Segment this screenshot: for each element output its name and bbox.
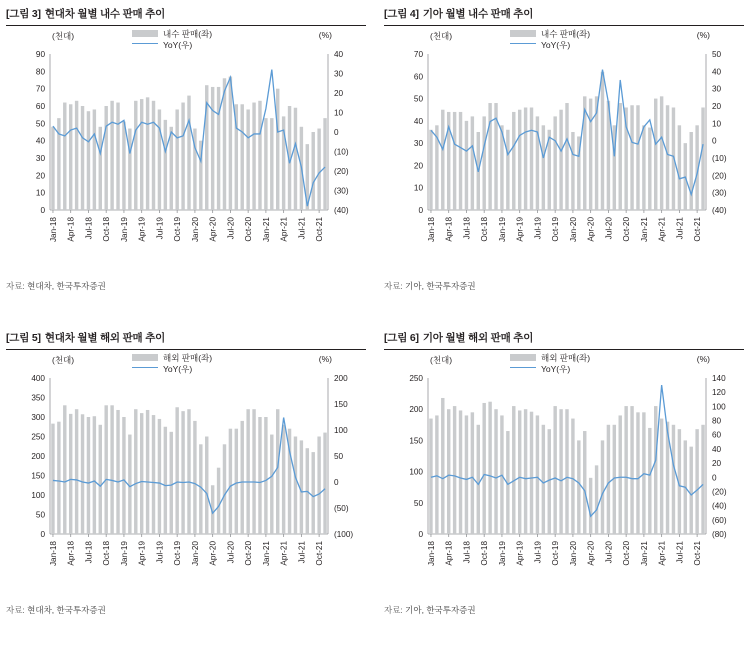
chart-legend bbox=[510, 28, 590, 50]
legend-item-bar bbox=[132, 352, 212, 363]
chart-fig3 bbox=[6, 28, 366, 276]
svg-text:400: 400 bbox=[31, 374, 45, 383]
svg-text:150: 150 bbox=[31, 471, 45, 481]
legend-line-swatch bbox=[510, 367, 536, 368]
source-note-fig4 bbox=[384, 280, 744, 292]
svg-text:20: 20 bbox=[712, 102, 722, 111]
left-axis-unit: (천대) bbox=[52, 355, 75, 365]
legend-line-swatch bbox=[132, 43, 158, 44]
svg-text:40: 40 bbox=[712, 67, 722, 77]
legend-line-swatch bbox=[510, 43, 536, 44]
svg-text:10: 10 bbox=[35, 188, 45, 198]
svg-text:Jul-18: Jul-18 bbox=[84, 541, 94, 564]
svg-text:140: 140 bbox=[712, 374, 726, 383]
svg-text:Apr-20: Apr-20 bbox=[208, 541, 218, 566]
chart-legend bbox=[132, 28, 212, 50]
svg-text:Jul-20: Jul-20 bbox=[604, 541, 614, 564]
svg-text:Apr-19: Apr-19 bbox=[137, 541, 147, 566]
legend-line-swatch bbox=[132, 367, 158, 368]
svg-text:Jan-20: Jan-20 bbox=[568, 217, 578, 243]
figure-tag: [그림 3] bbox=[6, 8, 41, 20]
svg-text:Apr-19: Apr-19 bbox=[515, 217, 525, 242]
svg-text:10: 10 bbox=[413, 183, 423, 193]
svg-text:30: 30 bbox=[413, 139, 423, 149]
svg-text:(100): (100) bbox=[334, 530, 354, 539]
svg-text:50: 50 bbox=[35, 510, 45, 520]
svg-text:20: 20 bbox=[334, 89, 344, 98]
svg-text:90: 90 bbox=[35, 50, 45, 59]
svg-text:20: 20 bbox=[413, 161, 423, 171]
svg-text:(30): (30) bbox=[334, 186, 349, 196]
legend-line-label: YoY(우) bbox=[541, 39, 571, 50]
chart-legend bbox=[510, 352, 590, 374]
svg-text:40: 40 bbox=[35, 136, 45, 146]
svg-text:Jul-19: Jul-19 bbox=[155, 541, 165, 564]
svg-text:60: 60 bbox=[35, 102, 45, 111]
legend-item-bar bbox=[510, 28, 590, 39]
right-axis-unit: (%) bbox=[696, 354, 710, 364]
svg-text:Jan-18: Jan-18 bbox=[49, 541, 58, 567]
svg-text:30: 30 bbox=[712, 84, 722, 94]
chart-svg-fig3 bbox=[6, 28, 366, 276]
figure-title-fig4 bbox=[384, 6, 744, 21]
figure-title-fig6 bbox=[384, 330, 744, 345]
legend-item-line bbox=[132, 39, 212, 50]
svg-text:(30): (30) bbox=[712, 188, 727, 198]
legend-bar-swatch bbox=[132, 354, 158, 361]
svg-text:Jan-20: Jan-20 bbox=[568, 541, 578, 567]
svg-text:Apr-18: Apr-18 bbox=[444, 541, 454, 566]
svg-text:Jul-19: Jul-19 bbox=[533, 217, 543, 240]
svg-text:(60): (60) bbox=[712, 515, 727, 525]
source-label: 자료: bbox=[384, 281, 403, 291]
svg-text:(50): (50) bbox=[334, 504, 349, 513]
svg-text:60: 60 bbox=[712, 430, 722, 440]
svg-text:40: 40 bbox=[712, 444, 722, 454]
source-note-fig6 bbox=[384, 604, 744, 616]
svg-text:50: 50 bbox=[413, 94, 423, 104]
source-text: 현대차, 한국투자증권 bbox=[27, 281, 106, 291]
svg-text:Apr-21: Apr-21 bbox=[279, 541, 289, 566]
source-text: 기아, 한국투자증권 bbox=[405, 605, 476, 615]
svg-text:Oct-21: Oct-21 bbox=[693, 541, 703, 566]
svg-text:0: 0 bbox=[418, 206, 423, 215]
source-text: 기아, 한국투자증권 bbox=[405, 281, 476, 291]
svg-text:Apr-20: Apr-20 bbox=[586, 541, 596, 566]
svg-text:0: 0 bbox=[418, 530, 423, 539]
title-divider bbox=[6, 349, 366, 350]
svg-text:Jan-19: Jan-19 bbox=[119, 217, 129, 243]
svg-text:0: 0 bbox=[712, 136, 717, 146]
svg-text:100: 100 bbox=[334, 426, 348, 435]
svg-text:40: 40 bbox=[413, 116, 423, 126]
legend-bar-label: 해외 판매(좌) bbox=[541, 352, 591, 363]
svg-text:Apr-18: Apr-18 bbox=[66, 217, 76, 242]
svg-text:50: 50 bbox=[35, 119, 45, 129]
left-axis-unit: (천대) bbox=[52, 31, 75, 41]
svg-text:50: 50 bbox=[334, 452, 344, 461]
svg-text:Jul-18: Jul-18 bbox=[462, 541, 472, 564]
svg-text:Jul-21: Jul-21 bbox=[675, 217, 685, 240]
source-text: 현대차, 한국투자증권 bbox=[27, 605, 106, 615]
svg-text:Apr-20: Apr-20 bbox=[208, 217, 218, 242]
source-note-fig5 bbox=[6, 604, 366, 616]
svg-text:350: 350 bbox=[31, 393, 45, 403]
svg-text:Jul-19: Jul-19 bbox=[155, 217, 165, 240]
svg-text:Oct-21: Oct-21 bbox=[693, 217, 703, 242]
svg-text:Apr-21: Apr-21 bbox=[657, 541, 667, 566]
svg-text:250: 250 bbox=[31, 432, 45, 442]
svg-text:120: 120 bbox=[712, 388, 726, 398]
svg-text:Oct-18: Oct-18 bbox=[102, 541, 112, 566]
svg-text:Oct-19: Oct-19 bbox=[551, 541, 561, 566]
svg-text:(10): (10) bbox=[712, 154, 727, 163]
svg-text:(20): (20) bbox=[712, 487, 727, 497]
svg-text:Apr-21: Apr-21 bbox=[657, 217, 667, 242]
svg-text:Jul-21: Jul-21 bbox=[675, 541, 685, 564]
svg-text:Oct-19: Oct-19 bbox=[173, 541, 183, 566]
svg-text:Jul-21: Jul-21 bbox=[297, 541, 307, 564]
legend-bar-swatch bbox=[510, 30, 536, 37]
svg-text:Jul-18: Jul-18 bbox=[462, 217, 472, 240]
svg-text:Jan-21: Jan-21 bbox=[639, 541, 649, 567]
figure-tag: [그림 6] bbox=[384, 332, 419, 344]
svg-text:(20): (20) bbox=[334, 167, 349, 176]
svg-text:50: 50 bbox=[712, 50, 722, 59]
svg-text:150: 150 bbox=[334, 400, 348, 409]
svg-text:Jan-21: Jan-21 bbox=[261, 217, 271, 243]
svg-text:(40): (40) bbox=[712, 206, 727, 215]
svg-text:Oct-18: Oct-18 bbox=[102, 217, 112, 242]
legend-item-bar bbox=[132, 28, 212, 39]
legend-bar-label: 내수 판매(좌) bbox=[163, 28, 213, 39]
svg-text:Jul-19: Jul-19 bbox=[533, 541, 543, 564]
svg-text:30: 30 bbox=[334, 69, 344, 79]
legend-item-line bbox=[510, 39, 590, 50]
svg-text:10: 10 bbox=[334, 108, 344, 118]
legend-bar-label: 해외 판매(좌) bbox=[163, 352, 213, 363]
legend-bar-swatch bbox=[132, 30, 158, 37]
figure-title-text: 현대차 월별 내수 판매 추이 bbox=[44, 8, 166, 20]
legend-line-label: YoY(우) bbox=[163, 39, 193, 50]
source-label: 자료: bbox=[6, 605, 25, 615]
figure-title-fig3 bbox=[6, 6, 366, 21]
svg-text:Apr-18: Apr-18 bbox=[444, 217, 454, 242]
svg-text:Oct-19: Oct-19 bbox=[551, 217, 561, 242]
svg-text:Jan-21: Jan-21 bbox=[261, 541, 271, 567]
svg-text:Jul-21: Jul-21 bbox=[297, 217, 307, 240]
svg-text:250: 250 bbox=[409, 374, 423, 383]
svg-text:80: 80 bbox=[712, 416, 722, 426]
svg-text:100: 100 bbox=[712, 402, 726, 412]
figure-panel-fig5 bbox=[6, 330, 366, 640]
svg-text:150: 150 bbox=[409, 436, 423, 446]
figure-title-text: 기아 월별 해외 판매 추이 bbox=[422, 332, 534, 344]
svg-text:Oct-18: Oct-18 bbox=[480, 217, 490, 242]
svg-text:20: 20 bbox=[712, 459, 722, 469]
svg-text:100: 100 bbox=[31, 491, 45, 500]
svg-text:Jul-18: Jul-18 bbox=[84, 217, 94, 240]
svg-text:(40): (40) bbox=[712, 501, 727, 511]
svg-text:40: 40 bbox=[334, 50, 344, 59]
svg-text:0: 0 bbox=[334, 128, 339, 137]
svg-text:Jul-20: Jul-20 bbox=[604, 217, 614, 240]
svg-text:Apr-19: Apr-19 bbox=[515, 541, 525, 566]
left-axis-unit: (천대) bbox=[430, 355, 453, 365]
svg-text:Oct-20: Oct-20 bbox=[622, 541, 632, 566]
svg-text:Oct-18: Oct-18 bbox=[480, 541, 490, 566]
svg-text:20: 20 bbox=[35, 171, 45, 181]
legend-bar-label: 내수 판매(좌) bbox=[541, 28, 591, 39]
svg-text:(80): (80) bbox=[712, 530, 727, 539]
title-divider bbox=[6, 25, 366, 26]
svg-text:Jul-20: Jul-20 bbox=[226, 217, 236, 240]
svg-text:Oct-21: Oct-21 bbox=[315, 217, 325, 242]
svg-text:300: 300 bbox=[31, 413, 45, 422]
right-axis-unit: (%) bbox=[318, 354, 332, 364]
source-note-fig3 bbox=[6, 280, 366, 292]
figure-tag: [그림 4] bbox=[384, 8, 419, 20]
figure-title-text: 현대차 월별 해외 판매 추이 bbox=[44, 332, 166, 344]
svg-text:Jan-21: Jan-21 bbox=[639, 217, 649, 243]
svg-text:Jan-18: Jan-18 bbox=[427, 217, 436, 243]
figure-panel-fig6 bbox=[384, 330, 744, 640]
figure-title-fig5 bbox=[6, 330, 366, 345]
chart-svg-fig5 bbox=[6, 352, 366, 600]
svg-text:Apr-18: Apr-18 bbox=[66, 541, 76, 566]
legend-item-line bbox=[132, 363, 212, 374]
svg-text:200: 200 bbox=[409, 405, 423, 415]
svg-text:Apr-21: Apr-21 bbox=[279, 217, 289, 242]
chart-svg-fig4 bbox=[384, 28, 744, 276]
svg-text:80: 80 bbox=[35, 67, 45, 77]
svg-text:0: 0 bbox=[40, 206, 45, 215]
chart-legend bbox=[132, 352, 212, 374]
svg-text:Jan-20: Jan-20 bbox=[190, 541, 200, 567]
svg-text:(40): (40) bbox=[334, 206, 349, 215]
chart-svg-fig6 bbox=[384, 352, 744, 600]
legend-item-bar bbox=[510, 352, 590, 363]
title-divider bbox=[384, 349, 744, 350]
svg-text:Apr-20: Apr-20 bbox=[586, 217, 596, 242]
left-axis-unit: (천대) bbox=[430, 31, 453, 41]
svg-text:Apr-19: Apr-19 bbox=[137, 217, 147, 242]
svg-text:10: 10 bbox=[712, 119, 722, 129]
svg-text:70: 70 bbox=[413, 50, 423, 59]
svg-text:0: 0 bbox=[40, 530, 45, 539]
legend-bar-swatch bbox=[510, 354, 536, 361]
svg-text:30: 30 bbox=[35, 154, 45, 163]
chart-fig4 bbox=[384, 28, 744, 276]
chart-fig6 bbox=[384, 352, 744, 600]
right-axis-unit: (%) bbox=[696, 30, 710, 40]
figure-title-text: 기아 월별 내수 판매 추이 bbox=[422, 8, 534, 20]
svg-text:Oct-20: Oct-20 bbox=[622, 217, 632, 242]
svg-text:70: 70 bbox=[35, 84, 45, 94]
svg-text:Oct-20: Oct-20 bbox=[244, 541, 254, 566]
legend-line-label: YoY(우) bbox=[163, 363, 193, 374]
svg-text:200: 200 bbox=[31, 452, 45, 461]
source-label: 자료: bbox=[6, 281, 25, 291]
figure-tag: [그림 5] bbox=[6, 332, 41, 344]
svg-text:Jan-18: Jan-18 bbox=[49, 217, 58, 243]
svg-text:Jan-20: Jan-20 bbox=[190, 217, 200, 243]
svg-text:Oct-21: Oct-21 bbox=[315, 541, 325, 566]
legend-item-line bbox=[510, 363, 590, 374]
svg-text:Jan-19: Jan-19 bbox=[497, 541, 507, 567]
right-axis-unit: (%) bbox=[318, 30, 332, 40]
legend-line-label: YoY(우) bbox=[541, 363, 571, 374]
chart-fig5 bbox=[6, 352, 366, 600]
svg-text:200: 200 bbox=[334, 374, 348, 383]
svg-text:(20): (20) bbox=[712, 171, 727, 181]
svg-text:0: 0 bbox=[334, 478, 339, 487]
svg-text:100: 100 bbox=[409, 467, 423, 477]
svg-text:Jan-18: Jan-18 bbox=[427, 541, 436, 567]
svg-text:50: 50 bbox=[413, 498, 423, 508]
svg-text:60: 60 bbox=[413, 72, 423, 82]
figure-panel-fig4 bbox=[384, 6, 744, 316]
figure-panel-fig3 bbox=[6, 6, 366, 316]
source-label: 자료: bbox=[384, 605, 403, 615]
svg-text:Oct-20: Oct-20 bbox=[244, 217, 254, 242]
svg-text:Jan-19: Jan-19 bbox=[497, 217, 507, 243]
svg-text:0: 0 bbox=[712, 473, 717, 483]
svg-text:Jul-20: Jul-20 bbox=[226, 541, 236, 564]
title-divider bbox=[384, 25, 744, 26]
svg-text:Oct-19: Oct-19 bbox=[173, 217, 183, 242]
svg-text:(10): (10) bbox=[334, 147, 349, 157]
svg-text:Jan-19: Jan-19 bbox=[119, 541, 129, 567]
